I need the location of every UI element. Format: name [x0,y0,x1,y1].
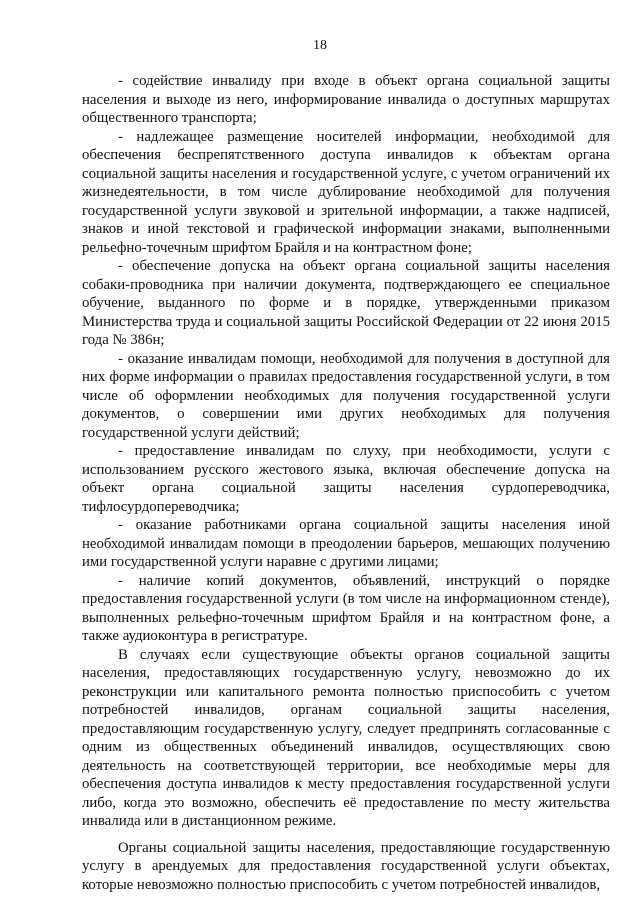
document-body [82,72,610,894]
paragraph-information-placement: - надлежащее размещение носителей информации, необходимой для обеспечения беспрепятственного доступа инвалидов к объектам органа социальной защиты населения и государственной услуге, с учетом ограничений их жизнедеятельности, в том числе дублирование необходимой для получения государственной услуги звуковой и зрительной информации, а также надписей, знаков и иной текстовой и графической информации знаками, выполненными рельефно-точечным шрифтом Брайля и на контрастном фоне; [82,128,610,256]
page-number: 18 [313,38,327,53]
paragraph-braille-documents: - наличие копий документов, объявлений, инструкций о порядке предоставления государственной услуги (в том числе на информационном стенде), выполненных рельефно-точечным шрифтом Брайля и на контрастном фоне, а также аудиоконтура в регистратуре. [82,572,610,644]
paragraph-staff-assistance: - оказание работниками органа социальной защиты населения иной необходимой инвалидам помощи в преодолении барьеров, мешающих получению ими государственной услуги наравне с другими лицами; [82,517,610,570]
paragraph-inaccessible-objects: В случаях если существующие объекты органов социальной защиты населения, предоставляющих государственную услугу, невозможно до их реконструкции или капитального ремонта полностью приспособить с учетом потребностей инвалидов, органам социальной защиты населения, предоставляющим государственную услугу, следует предпринять согласованные с одним из общественных объединений инвалидов, осуществляющих свою деятельность на соответствующей территории, все необходимые меры для обеспечения доступа инвалидов к месту предоставления государственной услуги либо, когда это возможно, обеспечить её предоставление по месту жительства инвалида или в дистанционном режиме. [82,646,610,829]
paragraph-rented-objects: Органы социальной защиты населения, предоставляющие государственную услугу в арендуемых для предоставления государственной услуги объектах, которые невозможно полностью приспособить с учетом потребностей инвалидов, [82,839,610,893]
paragraph-guide-dog-access: - обеспечение допуска на объект органа социальной защиты населения собаки-проводника при наличии документа, подтверждающего ее специальное обучение, выданного по форме и в порядке, утвержденными приказом Министерства труда и социальной защиты Российской Федерации от 22 июня 2015 года № 386н; [82,258,610,348]
paragraph-sign-language: - предоставление инвалидам по слуху, при необходимости, услуги с использованием русского жестового языка, включая обеспечение допуска на объект органа социальной защиты населения сурдопереводчика, тифлосурдопереводчика; [82,443,610,515]
paragraph-entrance-assistance: - содействие инвалиду при входе в объект органа социальной защиты населения и выходе из него, информирование инвалида о доступных маршрутах общественного транспорта; [82,73,610,126]
paragraph-information-assistance: - оказание инвалидам помощи, необходимой для получения в доступной для них форме информации о правилах предоставления государственной услуги, в том числе об оформлении необходимых для получения государственной услуги документов, о совершении ими других необходимых для получения государственной услуги действий; [82,350,610,441]
